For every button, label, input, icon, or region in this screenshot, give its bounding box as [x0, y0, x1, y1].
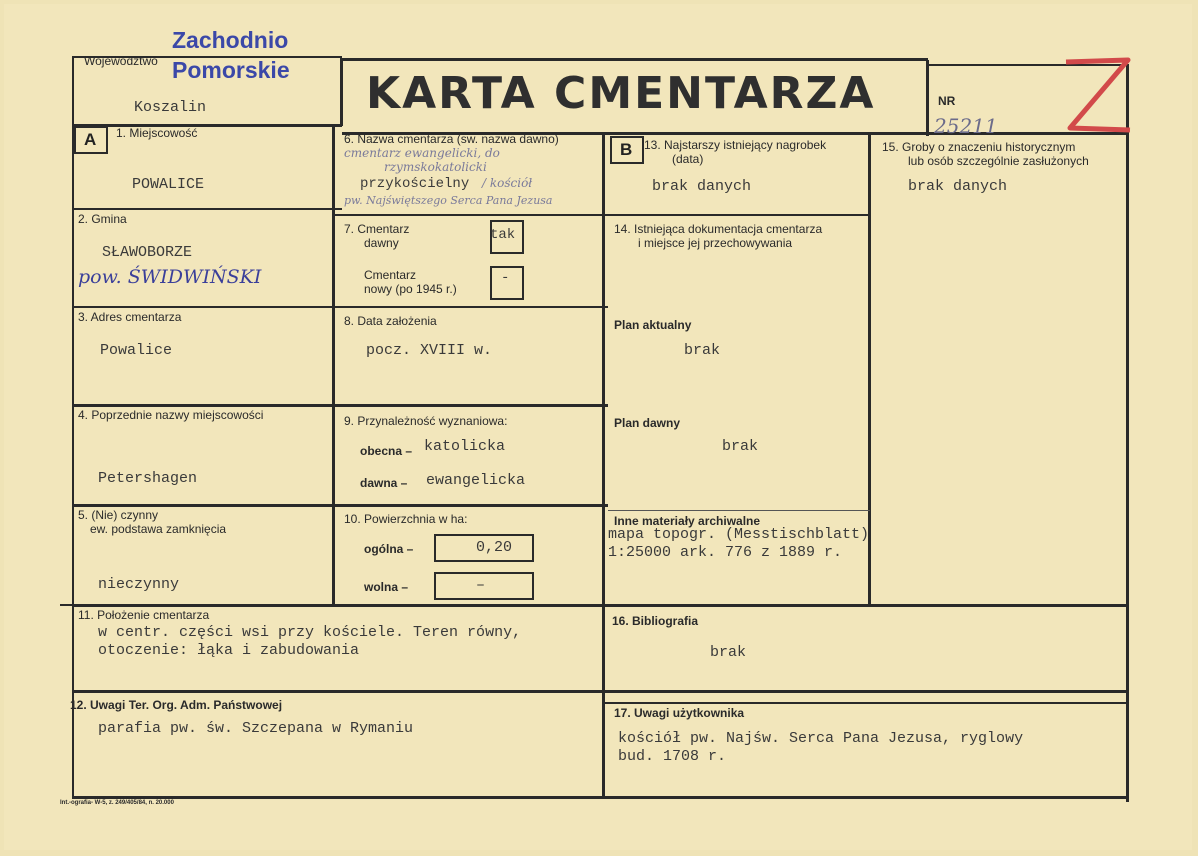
field11-line1: w centr. części wsi przy kościele. Teren równy,: [98, 624, 522, 641]
nr-value: 25211: [934, 114, 998, 138]
field3-label: 3. Adres cmentarza: [78, 310, 182, 324]
field7-nowy-value: -: [501, 270, 510, 286]
field7-dawny-label2: dawny: [364, 236, 399, 250]
field8-value: pocz. XVIII w.: [366, 342, 493, 359]
plan-aktualny-label: Plan aktualny: [614, 318, 692, 332]
field6-typed: przykościelny: [360, 176, 470, 192]
rule: [926, 60, 929, 136]
rule: [608, 510, 870, 511]
rule: [72, 504, 608, 507]
field15-value: brak danych: [908, 178, 1008, 195]
field6-hand-line1: cmentarz ewangelicki, do: [344, 146, 500, 160]
field6-label: 6. Nazwa cmentarza (sw. nazwa dawno): [344, 132, 559, 146]
field11-label: 11. Położenie cmentarza: [78, 608, 210, 622]
rule: [72, 604, 1128, 607]
field12-label: 12. Uwagi Ter. Org. Adm. Państwowej: [70, 698, 283, 712]
rule: [334, 214, 604, 216]
field13-value: brak danych: [652, 178, 752, 195]
field6-hand-line2: rzymskokatolicki: [384, 160, 487, 174]
field7-dawny-value: tak: [490, 227, 516, 243]
field9-obecna-value: katolicka: [424, 438, 506, 455]
field12-value: parafia pw. św. Szczepana w Rymaniu: [98, 720, 414, 737]
rule: [72, 796, 1128, 799]
rule: [72, 56, 74, 798]
field14-label-line2: i miejsce jej przechowywania: [638, 236, 793, 250]
rule: [72, 404, 608, 407]
nr-label: NR: [938, 94, 956, 108]
plan-aktualny-value: brak: [684, 342, 721, 359]
field15-label-line1: 15. Groby o znaczeniu historycznym: [882, 140, 1076, 154]
field16-label: 16. Bibliografia: [612, 614, 699, 628]
plan-dawny-value: brak: [722, 438, 759, 455]
field15-label-line2: lub osób szczególnie zasłużonych: [908, 154, 1089, 168]
field7-nowy-label1: Cmentarz: [364, 268, 417, 282]
rule: [72, 208, 342, 210]
field11-line2: otoczenie: łąka i zabudowania: [98, 642, 360, 659]
field9-label: 9. Przynależność wyznaniowa:: [344, 414, 508, 428]
document-title: KARTA CMENTARZA: [366, 68, 876, 119]
field16-value: brak: [710, 644, 747, 661]
field10-wolna-label: wolna –: [364, 580, 409, 594]
rule: [340, 58, 343, 126]
field9-obecna-label: obecna –: [360, 444, 413, 458]
section-a-letter: A: [84, 130, 97, 149]
field9-dawna-label: dawna –: [360, 476, 408, 490]
section-b-box: [610, 136, 644, 164]
field6-hand-suffix: / kościół: [482, 176, 533, 190]
field2-powiat-handwritten: pow. ŚWIDWIŃSKI: [78, 266, 262, 288]
field7-dawny-label1: 7. Cmentarz: [344, 222, 410, 236]
field10-wolna-box: [434, 572, 534, 600]
field8-label: 8. Data założenia: [344, 314, 437, 328]
field13-label-line2: (data): [672, 152, 704, 166]
rule: [342, 58, 928, 61]
cemetery-record-card: [4, 4, 1192, 850]
field1-label: 1. Miejscowość: [116, 126, 198, 140]
rule: [604, 702, 1128, 704]
inne-materialy-label: Inne materiały archiwalne: [614, 514, 761, 528]
rule: [604, 214, 870, 216]
rule: [72, 306, 608, 308]
wojewodztwo-label: Województwo: [84, 54, 158, 68]
field4-value: Petershagen: [98, 470, 198, 487]
province-stamp-line1: Zachodnio: [172, 27, 289, 53]
field5-label-line1: 5. (Nie) czynny: [78, 508, 159, 522]
field7-dawny-box: [490, 220, 524, 254]
field1-value: POWALICE: [132, 176, 205, 193]
field2-label: 2. Gmina: [78, 212, 127, 226]
field17-label: 17. Uwagi użytkownika: [614, 706, 745, 720]
field7-nowy-label2: nowy (po 1945 r.): [364, 282, 457, 296]
field10-label: 10. Powierzchnia w ha:: [344, 512, 468, 526]
inne-materialy-line1: mapa topogr. (Messtischblatt): [608, 526, 870, 543]
field14-label-line1: 14. Istniejąca dokumentacja cmentarza: [614, 222, 823, 236]
field6-hand-line4: pw. Najświętszego Serca Pana Jezusa: [344, 194, 553, 207]
field4-label: 4. Poprzednie nazwy miejscowości: [78, 408, 264, 422]
field3-value: Powalice: [100, 342, 173, 359]
field17-line1: kościół pw. Najśw. Serca Pana Jezusa, ryglowy: [618, 730, 1024, 747]
field17-line2: bud. 1708 r.: [618, 748, 727, 765]
rule: [72, 124, 342, 127]
field13-label-line1: 13. Najstarszy istniejący nagrobek: [644, 138, 827, 152]
section-a-box: [74, 126, 108, 154]
rule: [60, 604, 74, 606]
section-b-letter: B: [620, 140, 633, 159]
field10-ogolna-value: 0,20: [476, 539, 513, 556]
inne-materialy-line2: 1:25000 ark. 776 z 1889 r.: [608, 544, 843, 561]
rule: [332, 126, 335, 606]
category-z-mark: [1060, 54, 1134, 138]
plan-dawny-label: Plan dawny: [614, 416, 681, 430]
field2-value: SŁAWOBORZE: [102, 244, 193, 261]
field5-label-line2: ew. podstawa zamknięcia: [90, 522, 227, 536]
field10-ogolna-box: [434, 534, 534, 562]
rule: [72, 690, 1128, 693]
field9-dawna-value: ewangelicka: [426, 472, 526, 489]
field10-wolna-value: –: [476, 577, 486, 594]
wojewodztwo-value: Koszalin: [134, 99, 207, 116]
print-note: Int.-ografia- W-5, z. 249/405/84, n. 20.000: [60, 800, 174, 806]
field10-ogolna-label: ogólna –: [364, 542, 414, 556]
province-stamp-line2: Pomorskie: [172, 57, 290, 83]
field7-nowy-box: [490, 266, 524, 300]
rule: [602, 134, 605, 796]
field5-value: nieczynny: [98, 576, 180, 593]
